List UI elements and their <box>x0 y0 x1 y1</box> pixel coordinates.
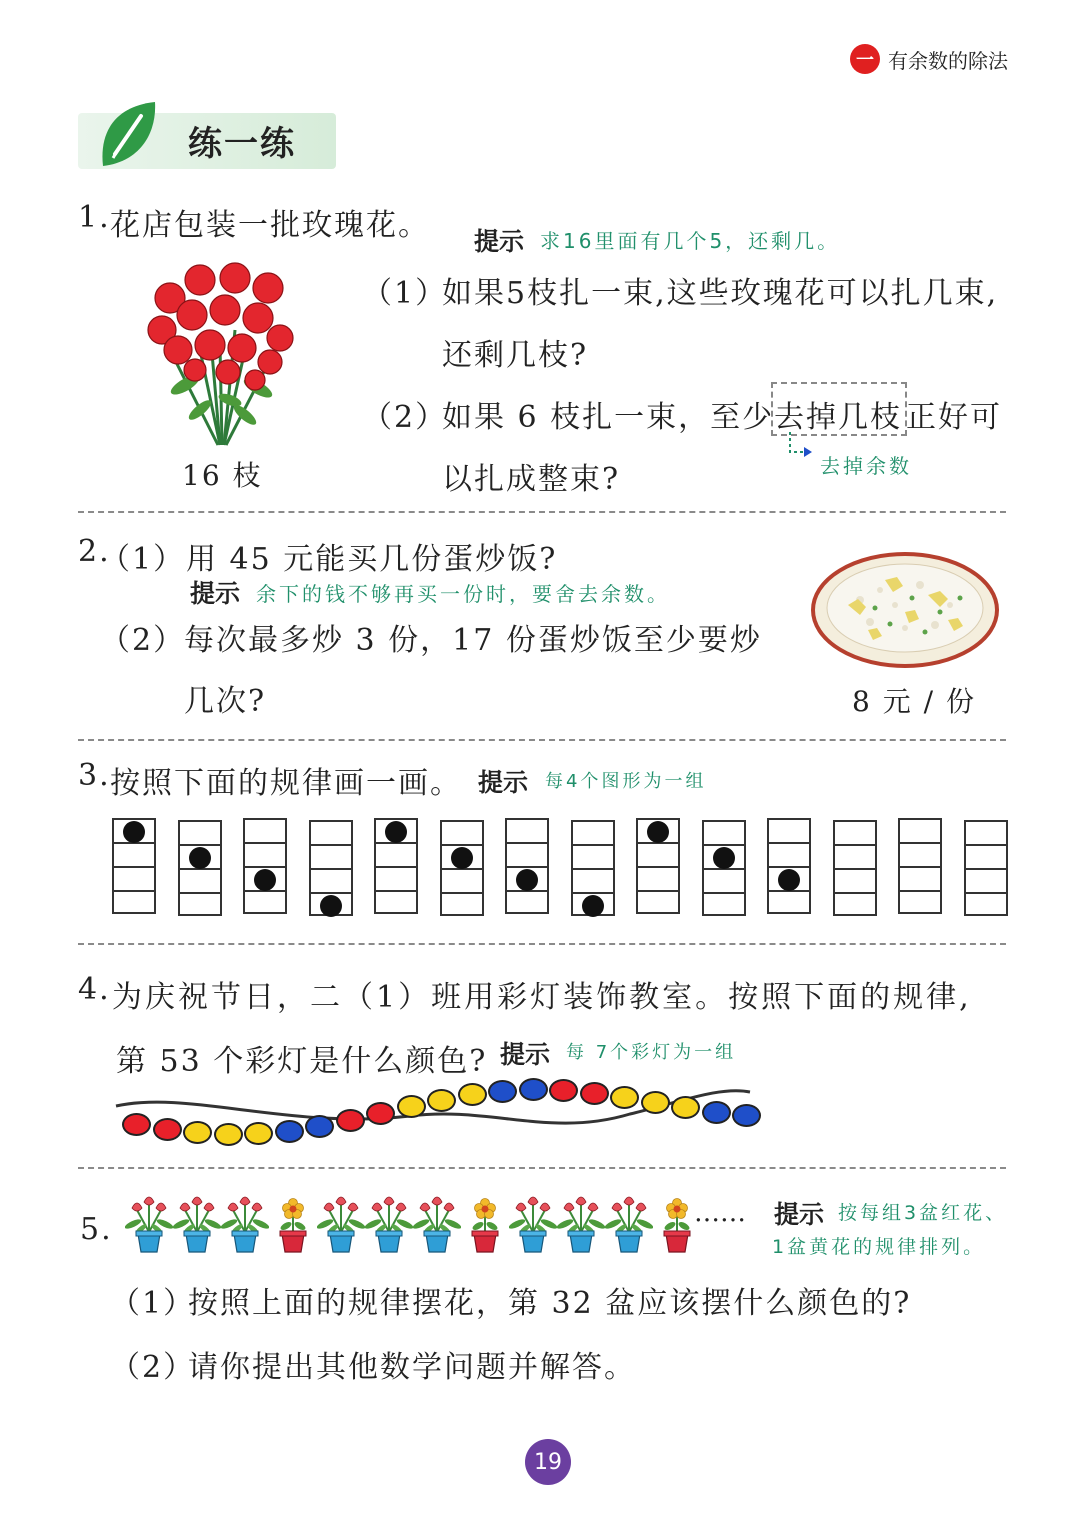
p5-sub2-text: 请你提出其他数学问题并解答。 <box>188 1350 636 1385</box>
lantern <box>641 1091 670 1114</box>
red-flower-pot <box>173 1196 221 1254</box>
red-flower-pot <box>509 1196 557 1254</box>
pattern-cell <box>505 818 549 914</box>
p4-line1: 为庆祝节日，二（1）班用彩灯装饰教室。按照下面的规律, <box>112 980 972 1015</box>
fried-rice-image <box>810 550 1000 670</box>
p1-sub2-marker: （2） <box>362 400 448 435</box>
page-number: 19 <box>534 1449 562 1475</box>
red-flower-pot <box>557 1196 605 1254</box>
red-flower-pot <box>605 1196 653 1254</box>
pattern-dot <box>516 869 538 891</box>
pattern-cell <box>767 818 811 914</box>
lantern <box>458 1083 487 1106</box>
unit-badge <box>850 44 880 74</box>
pattern-dot <box>385 821 407 843</box>
section-title: 练一练 <box>188 124 296 164</box>
p3-stem: 按照下面的规律画一画。 <box>110 766 462 801</box>
red-flower-pot <box>413 1196 461 1254</box>
lantern <box>488 1080 517 1103</box>
lantern <box>427 1089 456 1112</box>
p2-sub2-line2: 几次? <box>184 684 267 719</box>
p5-sub1-text: 按照上面的规律摆花，第 32 盆应该摆什么颜色的? <box>188 1286 912 1321</box>
pattern-dot <box>451 847 473 869</box>
pattern-cell <box>636 818 680 914</box>
pattern-dot <box>647 821 669 843</box>
pattern-cell[interactable] <box>964 820 1008 916</box>
yellow-flower-pot <box>269 1196 317 1254</box>
p2-number: 2. <box>78 534 111 569</box>
p2-hint-text: 余下的钱不够再买一份时，要舍去余数。 <box>256 582 670 606</box>
p1-hint-label: 提示 <box>474 227 525 256</box>
red-flower-pot <box>125 1196 173 1254</box>
lantern <box>610 1086 639 1109</box>
pattern-grid <box>0 0 1080 1</box>
lantern <box>580 1082 609 1105</box>
leaf-badge <box>97 100 159 168</box>
pattern-dot <box>582 895 604 917</box>
p4-number: 4. <box>78 972 111 1007</box>
lantern <box>153 1118 182 1141</box>
chapter-header <box>850 42 1008 76</box>
pen-leaf-icon <box>97 100 159 168</box>
p5-sub1-marker: （1） <box>110 1286 196 1321</box>
pattern-cell <box>440 820 484 916</box>
unit-number: 一 <box>856 50 874 71</box>
p1-sub2-line1-b: 正好可 <box>906 400 1002 435</box>
lantern <box>549 1079 578 1102</box>
pattern-cell[interactable] <box>898 818 942 914</box>
rose-bouquet-image <box>140 250 300 450</box>
p2-sub1-marker: （1） <box>100 542 186 577</box>
lantern <box>366 1102 395 1125</box>
p1-sub2-line1-a: 如果 6 枝扎一束，至少 <box>442 400 775 435</box>
divider-4 <box>78 1167 1006 1169</box>
pattern-cell <box>374 818 418 914</box>
pattern-cell <box>112 818 156 914</box>
pattern-dot <box>320 895 342 917</box>
p1-callout: 去掉余数 <box>820 454 912 478</box>
lantern <box>275 1120 304 1143</box>
p1-hint-text: 求16里面有几个5，还剩几。 <box>540 229 841 253</box>
pattern-dot <box>254 869 276 891</box>
lantern <box>671 1096 700 1119</box>
pattern-cell <box>571 820 615 916</box>
flower-pot-row <box>0 0 1 1</box>
p3-number: 3. <box>78 758 111 793</box>
pattern-cell[interactable] <box>833 820 877 916</box>
pattern-cell <box>243 818 287 914</box>
p5-hint-line2: 1盆黄花的规律排列。 <box>772 1236 986 1258</box>
p1-sub1-marker: （1） <box>362 276 448 311</box>
p1-sub1-line2: 还剩几枝? <box>442 338 589 373</box>
p1-sub1-line1: 如果5枝扎一束,这些玫瑰花可以扎几束, <box>442 276 999 311</box>
pattern-cell <box>309 820 353 916</box>
lantern <box>702 1101 731 1124</box>
p2-sub2-marker: （2） <box>100 623 186 658</box>
lantern <box>519 1078 548 1101</box>
p4-line2: 第 53 个彩灯是什么颜色? <box>116 1044 488 1079</box>
pattern-dot <box>123 821 145 843</box>
pattern-dot <box>189 847 211 869</box>
p5-sub2-marker: （2） <box>110 1350 196 1385</box>
pattern-dot <box>778 869 800 891</box>
divider-3 <box>78 943 1006 945</box>
lantern <box>397 1095 426 1118</box>
p2-hint-label: 提示 <box>190 579 241 608</box>
p1-sub2-boxed: 去掉几枝 <box>774 400 902 435</box>
divider-1 <box>78 511 1006 513</box>
yellow-flower-pot <box>461 1196 509 1254</box>
callout-arrow <box>786 432 816 462</box>
p5-hint-label: 提示 <box>774 1200 825 1229</box>
red-flower-pot <box>317 1196 365 1254</box>
pattern-cell <box>702 820 746 916</box>
chapter-title: 有余数的除法 <box>888 48 1008 73</box>
page-number-badge <box>525 1439 571 1485</box>
lantern <box>214 1123 243 1146</box>
lantern <box>305 1115 334 1138</box>
p2-price-label: 8 元 / 份 <box>852 685 976 718</box>
p1-sub2-line2: 以扎成整束? <box>442 462 621 497</box>
lantern <box>336 1109 365 1132</box>
p2-sub2-line1: 每次最多炒 3 份，17 份蛋炒饭至少要炒 <box>184 623 762 658</box>
p1-number: 1. <box>78 200 111 235</box>
p2-sub1-text: 用 45 元能买几份蛋炒饭? <box>186 542 558 577</box>
p4-hint-label: 提示 <box>500 1040 551 1069</box>
p1-stem: 花店包装一批玫瑰花。 <box>110 208 430 243</box>
p4-hint-text: 每 7个彩灯为一组 <box>566 1042 737 1063</box>
pattern-cell <box>178 820 222 916</box>
pattern-dot <box>713 847 735 869</box>
p5-hint-line1: 按每组3盆红花、 <box>838 1202 1008 1224</box>
red-flower-pot <box>221 1196 269 1254</box>
p1-image-caption: 16 枝 <box>182 459 263 492</box>
divider-2 <box>78 739 1006 741</box>
p3-hint-label: 提示 <box>478 768 529 797</box>
p3-hint-text: 每4个图形为一组 <box>545 771 707 792</box>
p5-ellipsis: …… <box>694 1198 746 1228</box>
red-flower-pot <box>365 1196 413 1254</box>
p5-number: 5. <box>80 1212 113 1247</box>
